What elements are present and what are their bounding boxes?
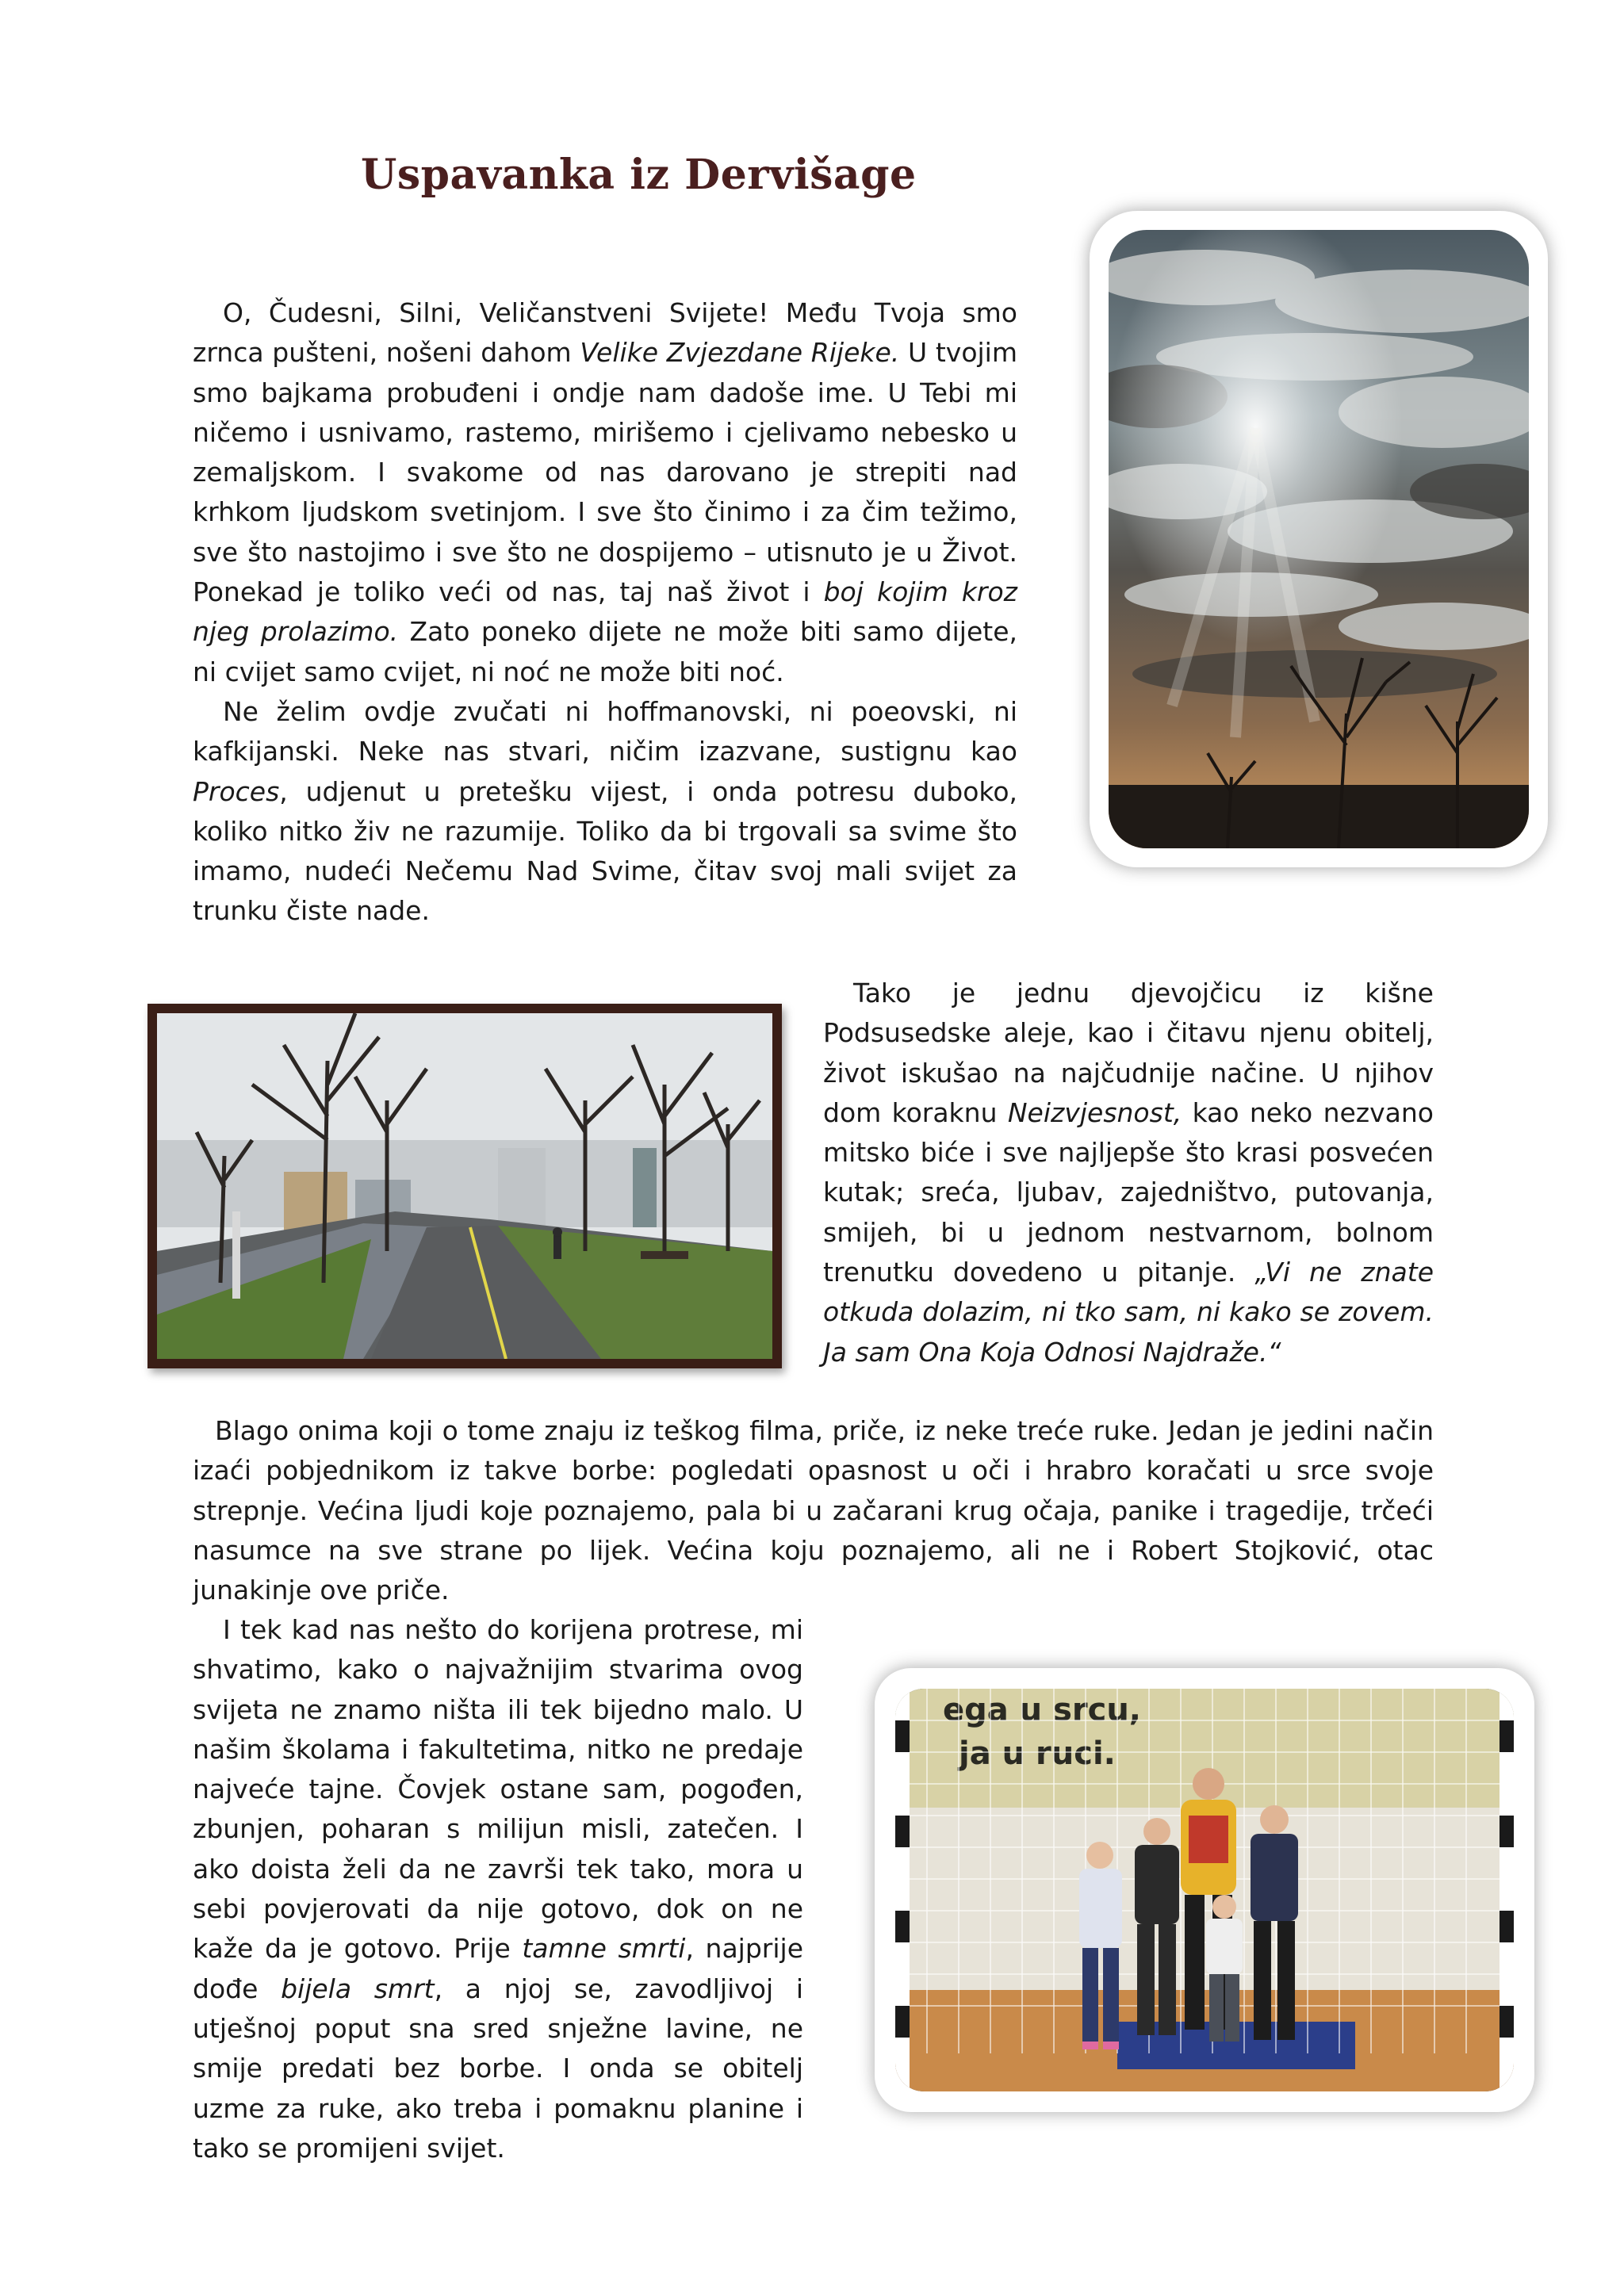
text-run: Tako je jednu djevojčicu iz kišne Podsusedske aleje, kao i čitavu njenu obitelj, život iskušao na najčudnije načine. U njihov dom koraknu <box>823 978 1434 1128</box>
sky-photo-frame <box>1090 211 1548 867</box>
text-run: Zato poneko dijete ne može biti samo dijete, ni cvijet samo cvijet, ni noć ne može biti noć. <box>193 616 1018 687</box>
text-run: , a njoj se, zavodljivoj i utješnoj poput sna sred snježne lavine, ne smije predati bez borbe. I onda se obitelj uzme za ruke, ako treba i pomaknu planine i tako se promijeni svijet. <box>193 1973 803 2164</box>
italic-text: bijela smrt <box>281 1973 435 2004</box>
italic-text: boj kojim kroz njeg prolazimo. <box>193 576 1017 648</box>
paragraph <box>193 1411 1434 1610</box>
family-handball-goal-photo <box>895 1689 1514 2091</box>
text-run: , udjenut u pretešku vijest, i onda potresu duboko, koliko nitko živ ne razumije. Toliko da bi trgovali sa svime što imamo, nudeći Nečemu Nad Svime, čitav svoj mali svijet za trunku čiste nade. <box>193 775 1017 927</box>
text-block-girl <box>823 974 1434 1372</box>
text-run: Blago onima koji o tome znaju iz teškog filma, priče, iz neke treće ruke. Jedan je jedini način izaći pobjednikom iz takve borbe: pogledati opasnost u oči i hrabro koračati u srce svoje strepnje. Većina ljudi koje poznajemo, pala bi u začarani krug očaja, panike i tragedije, trčeći nasumce na sve strane po lijek. Većina koju poznajemo, ali ne i Robert Stojković, otac junakinje ove priče. <box>193 1415 1434 1606</box>
text-block-blessed <box>193 1411 1434 1610</box>
team-photo-frame <box>875 1668 1534 2112</box>
text-block-intro <box>193 293 1017 932</box>
italic-text: Neizvjesnost, <box>1007 1096 1182 1128</box>
paragraph <box>823 974 1434 1372</box>
italic-text: Velike Zvjezdane Rijeke. <box>580 337 900 369</box>
page-title: Uspavanka iz Dervišage <box>361 151 917 199</box>
paragraph <box>193 293 1017 692</box>
paragraph <box>193 1610 803 2168</box>
italic-text: Proces <box>193 775 280 807</box>
text-run: U tvojim smo bajkama probuđeni i ondje nam dadoše ime. U Tebi mi ničemo i usnivamo, rastemo, mirišemo i cjelivamo nebesko u zemaljskom. I svakome od nas darovano je strepiti nad krhkom ljudskom svetinjom. I sve što činimo i za čim težimo, sve što nastojimo i sve što ne dospijemo – utisnuto je u Život. Ponekad je toliko veći od nas, taj naš život i <box>193 337 1018 608</box>
sky-sunbeams-photo <box>1109 230 1529 848</box>
banner-text-1: ega u srcu, <box>943 1692 1141 1728</box>
text-block-family <box>193 1610 803 2168</box>
banner-text-2: ja u ruci. <box>959 1735 1116 1772</box>
text-run: O, Čudesni, Silni, Veličanstveni Svijete! Među Tvoja smo zrnca pušteni, nošeni dahom <box>193 297 1017 369</box>
paragraph <box>193 692 1017 932</box>
text-run: kao neko nezvano mitsko biće i sve najljepše što krasi posvećen kutak; sreća, ljubav, zajedništvo, putovanja, smijeh, bi u jednom nestvarnom, bolnom trenutku dovedeno u pitanje. <box>823 1096 1434 1288</box>
italic-text: tamne smrti <box>522 1933 686 1965</box>
italic-text: „Vi ne znate otkuda dolazim, ni tko sam, ni kako se zovem. Ja sam Ona Koja Odnosi Najdraže.“ <box>823 1257 1434 1368</box>
text-run: , najprije dođe <box>193 1933 803 2004</box>
alley-photo-frame <box>147 1004 782 1368</box>
text-run: Ne želim ovdje zvučati ni hoffmanovski, ni poeovski, ni kafkijanski. Neke nas stvari, ničim izazvane, sustignu kao <box>193 695 1017 767</box>
text-run: I tek kad nas nešto do korijena protrese, mi shvatimo, kako o najvažnijim stvarima ovog svijeta ne znamo ništa ili tek bijedno malo. U našim školama i fakultetima, nitko ne predaje najveće tajne. Čovjek ostane sam, pogođen, zbunjen, poharan s milijun misli, zatečen. I ako doista želi da ne završi tek tako, mora u sebi povjerovati da nije gotovo, dok on ne kaže da je gotovo. Prije <box>193 1614 803 1965</box>
rainy-alley-photo <box>157 1013 772 1359</box>
